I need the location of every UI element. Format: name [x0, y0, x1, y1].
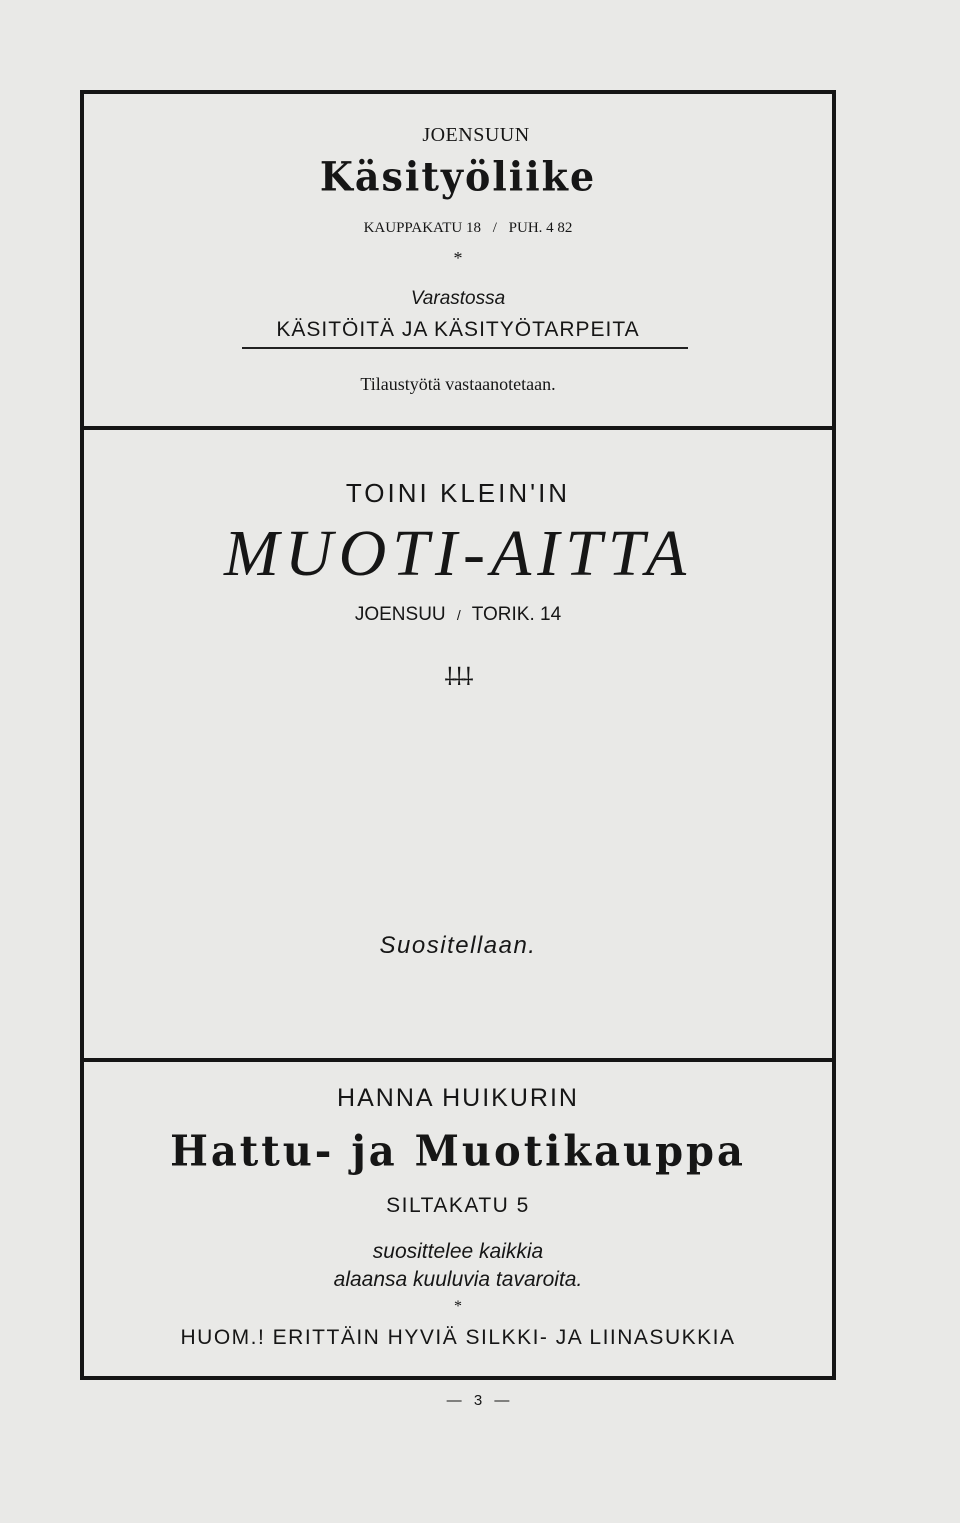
ad2-city: JOENSUU — [354, 604, 446, 625]
ad2-separator: / — [456, 607, 461, 623]
ad1-stock-label: Varastossa — [410, 288, 506, 309]
ad3-footer: HUOM.! ERITTÄIN HYVIÄ SILKKI- JA LIINASUKKIA — [180, 1326, 736, 1349]
ad1-address: KAUPPAKATU 18 — [363, 220, 481, 236]
ad2-ornament: ⸸⸸⸸ — [444, 665, 472, 691]
ad2-owner: TOINI KLEIN'IN — [345, 478, 571, 508]
ad-frame — [80, 90, 836, 1380]
ad3-address: SILTAKATU 5 — [386, 1194, 530, 1217]
page-number: — 3 — — [446, 1392, 514, 1409]
ad1-shop-name: Käsityöliike — [319, 152, 597, 201]
ad3-line2: alaansa kuuluvia tavaroita. — [333, 1268, 583, 1291]
ad2-tagline: Suositellaan. — [379, 932, 537, 959]
ad1-phone: PUH. 4 82 — [508, 220, 573, 236]
ad1-star: * — [453, 248, 463, 268]
ad1-underline — [242, 347, 688, 349]
ad3-line1: suosittelee kaikkia — [372, 1240, 544, 1263]
ad-muoti-aitta — [84, 426, 832, 1058]
ad2-address: TORIK. 14 — [471, 604, 562, 625]
ad3-owner: HANNA HUIKURIN — [337, 1084, 579, 1112]
ad3-star: * — [454, 1298, 462, 1315]
ad2-address-line — [84, 604, 832, 626]
ad1-note: Tilaustyötä vastaanotetaan. — [360, 374, 556, 394]
ad1-separator: / — [492, 220, 497, 236]
ad1-stock-items: KÄSITÖITÄ JA KÄSITYÖTARPEITA — [276, 318, 640, 341]
ad2-shop-name: MUOTI-AITTA — [223, 517, 693, 590]
ad3-shop-name: Hattu- ja Muotikauppa — [170, 1126, 746, 1177]
ad1-address-line — [94, 220, 842, 237]
ad-kasityoliike — [84, 94, 832, 426]
ad1-city: JOENSUUN — [422, 124, 530, 146]
ad-hattu-ja-muotikauppa — [84, 1058, 832, 1376]
